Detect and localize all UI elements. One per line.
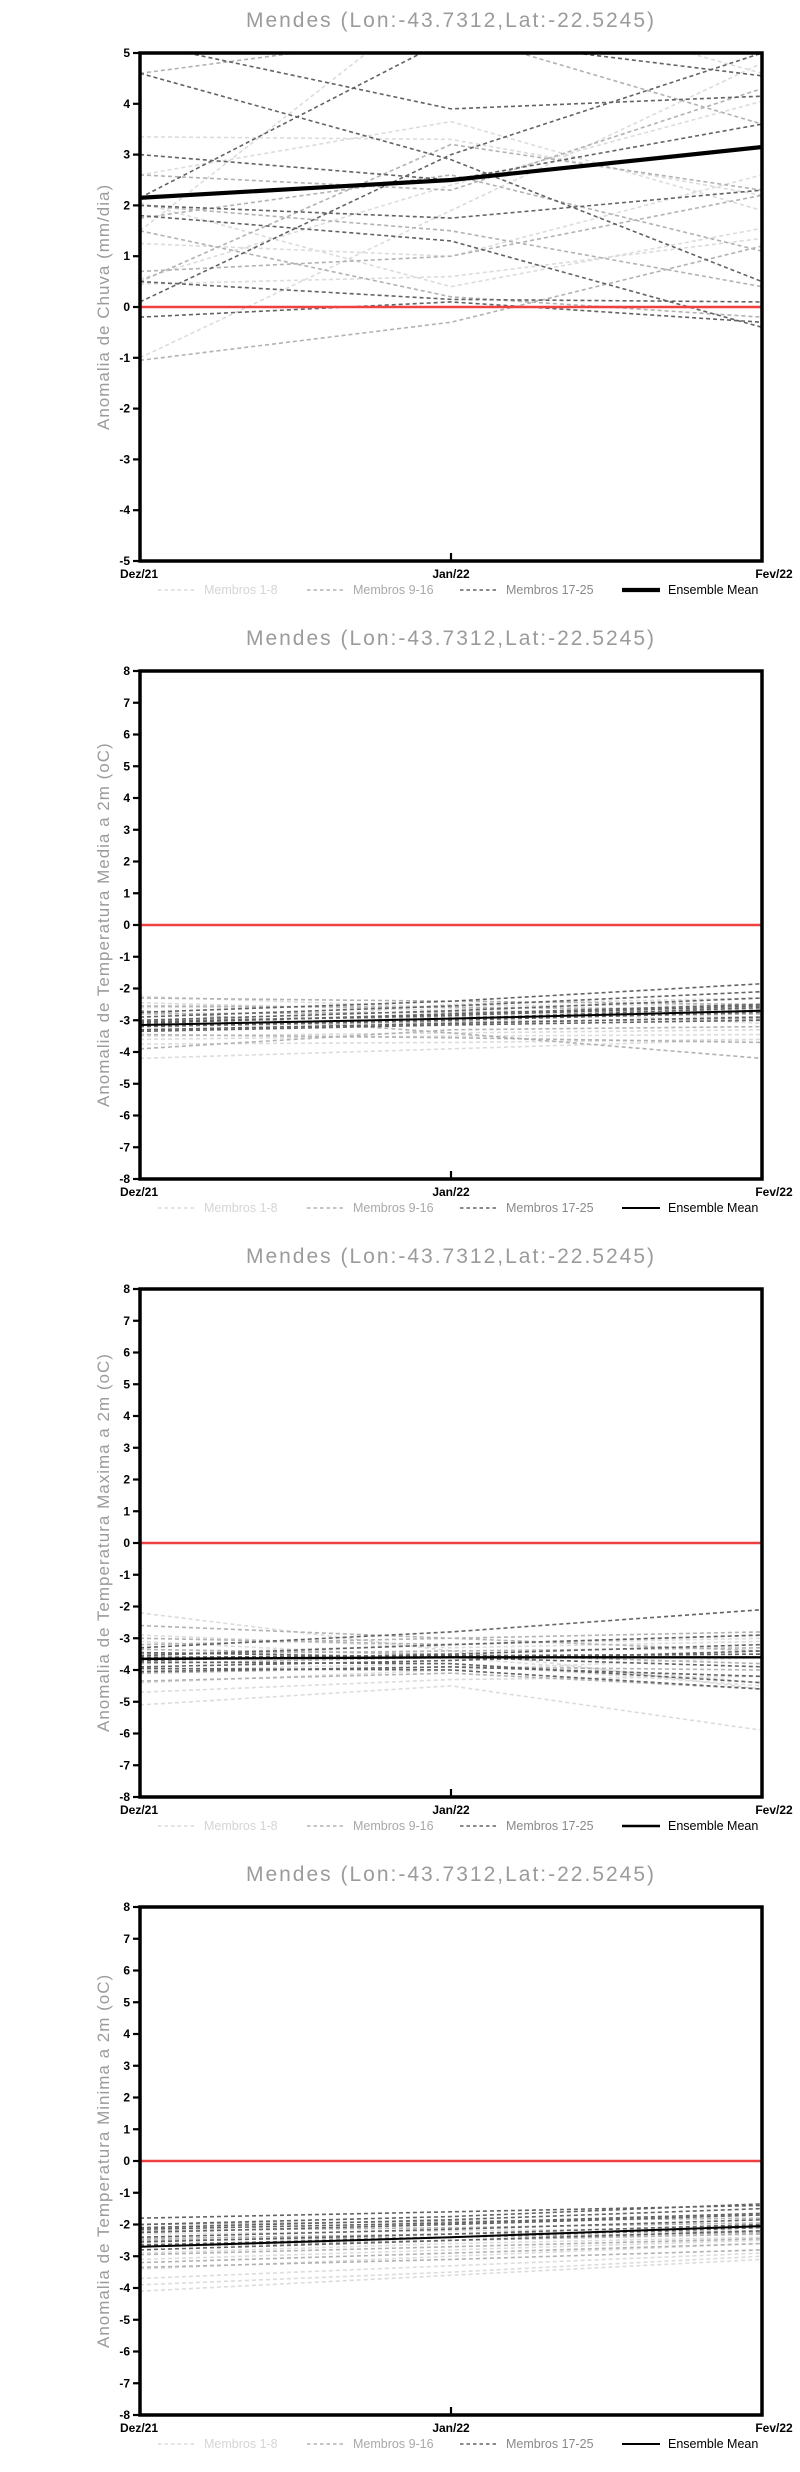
legend-label: Membros 9-16 (353, 1201, 434, 1215)
y-tick-label: -2 (119, 2217, 130, 2232)
y-tick-label: 1 (123, 886, 130, 901)
member-line (140, 302, 762, 322)
x-tick-label: Dez/21 (119, 567, 159, 581)
y-tick-label: 0 (123, 1536, 130, 1550)
member-line (140, 73, 762, 281)
x-tick-label: Jan/22 (432, 2421, 470, 2435)
y-tick-label: 1 (123, 2122, 130, 2137)
member-line (140, 216, 762, 328)
y-tick-label: 6 (123, 727, 130, 742)
chart-block-temp-maxima-anomaly (0, 1236, 800, 1854)
y-tick-label: 4 (123, 2027, 130, 2041)
y-tick-label: -8 (119, 2408, 130, 2422)
chart-title: Mendes (Lon:-43.7312,Lat:-22.5245) (245, 1245, 657, 1268)
legend-label: Ensemble Mean (668, 1201, 759, 1215)
legend-label: Ensemble Mean (668, 1819, 759, 1833)
y-tick-label: -6 (119, 2344, 130, 2359)
y-tick-label: -7 (119, 1758, 130, 1773)
y-tick-label: 6 (123, 1963, 130, 1978)
y-tick-label: -2 (119, 981, 130, 996)
legend-label: Ensemble Mean (668, 583, 759, 597)
y-tick-label: 8 (123, 1900, 130, 1914)
y-tick-label: 8 (123, 664, 130, 678)
y-tick-label: 7 (123, 1313, 130, 1328)
legend-label: Membros 17-25 (506, 2437, 594, 2451)
member-line (140, 122, 762, 211)
member-line (140, 137, 762, 195)
y-tick-label: -2 (119, 401, 130, 416)
chart-title: Mendes (Lon:-43.7312,Lat:-22.5245) (245, 1863, 657, 1886)
y-tick-label: 1 (123, 249, 130, 264)
y-tick-label: 2 (123, 1472, 130, 1487)
legend-label: Membros 9-16 (353, 583, 434, 597)
y-tick-label: 4 (123, 1409, 130, 1423)
member-line (140, 53, 762, 302)
y-tick-label: -2 (119, 1599, 130, 1614)
y-tick-label: -1 (119, 350, 130, 365)
y-tick-label: 8 (123, 1282, 130, 1296)
x-tick-label: Jan/22 (432, 1185, 470, 1199)
y-tick-label: -8 (119, 1172, 130, 1186)
y-tick-label: -5 (119, 2312, 130, 2327)
plot-lines (140, 1543, 762, 1730)
legend-label: Membros 1-8 (204, 583, 278, 597)
y-axis-label: Anomalia de Temperatura Minima a 2m (oC) (94, 1973, 113, 2349)
y-tick-label: -8 (119, 1790, 130, 1804)
rain-anomaly-plot (0, 0, 800, 618)
y-tick-label: 0 (123, 918, 130, 932)
y-tick-label: -4 (119, 503, 130, 518)
y-tick-label: 5 (123, 46, 130, 60)
y-tick-label: 5 (123, 759, 130, 774)
x-tick-label: Jan/22 (432, 567, 470, 581)
y-tick-label: 3 (123, 822, 130, 837)
y-tick-label: -1 (119, 2185, 130, 2200)
y-tick-label: -1 (119, 1567, 130, 1582)
member-line (140, 231, 762, 317)
y-tick-label: 5 (123, 1377, 130, 1392)
legend-label: Membros 9-16 (353, 2437, 434, 2451)
y-tick-label: 7 (123, 1931, 130, 1946)
chart-block-temp-minima-anomaly (0, 1854, 800, 2472)
temp-maxima-anomaly-plot (0, 1236, 800, 1854)
x-tick-label: Dez/21 (119, 2421, 159, 2435)
member-line (140, 282, 762, 302)
chart-block-rain-anomaly (0, 0, 800, 618)
plot-lines (140, 2161, 762, 2291)
member-line (140, 124, 762, 180)
y-tick-label: -5 (119, 1076, 130, 1091)
x-tick-label: Fev/22 (755, 2421, 793, 2435)
temp-media-anomaly-plot (0, 618, 800, 1236)
x-tick-label: Fev/22 (755, 1803, 793, 1817)
legend-label: Membros 1-8 (204, 2437, 278, 2451)
y-tick-label: -3 (119, 1631, 130, 1646)
y-tick-label: 2 (123, 854, 130, 869)
y-tick-label: -7 (119, 2376, 130, 2391)
x-tick-label: Fev/22 (755, 567, 793, 581)
y-tick-label: 0 (123, 2154, 130, 2168)
y-tick-label: 7 (123, 695, 130, 710)
legend-label: Membros 1-8 (204, 1819, 278, 1833)
legend-label: Membros 17-25 (506, 1201, 594, 1215)
legend-label: Membros 17-25 (506, 1819, 594, 1833)
y-tick-label: -4 (119, 1045, 130, 1059)
member-line (140, 1686, 762, 1730)
y-tick-label: -4 (119, 1663, 130, 1677)
chart-block-temp-media-anomaly (0, 618, 800, 1236)
x-tick-label: Fev/22 (755, 1185, 793, 1199)
y-axis-label: Anomalia de Temperatura Media a 2m (oC) (94, 742, 113, 1108)
y-tick-label: 3 (123, 147, 130, 162)
x-tick-label: Dez/21 (119, 1803, 159, 1817)
temp-minima-anomaly-plot (0, 1854, 800, 2472)
member-line (140, 175, 762, 256)
y-tick-label: 2 (123, 198, 130, 213)
y-tick-label: -3 (119, 452, 130, 467)
y-tick-label: -1 (119, 949, 130, 964)
y-tick-label: 1 (123, 1504, 130, 1519)
y-tick-label: 5 (123, 1995, 130, 2010)
y-tick-label: -3 (119, 1013, 130, 1028)
ensemble-mean-line (140, 1657, 762, 1659)
y-tick-label: 4 (123, 96, 130, 111)
y-tick-label: -5 (119, 554, 130, 568)
y-tick-label: 4 (123, 791, 130, 805)
legend-label: Membros 17-25 (506, 583, 594, 597)
x-tick-label: Jan/22 (432, 1803, 470, 1817)
y-tick-label: -3 (119, 2249, 130, 2264)
member-line (140, 246, 762, 360)
y-axis-label: Anomalia de Temperatura Maxima a 2m (oC) (94, 1353, 113, 1733)
legend-label: Ensemble Mean (668, 2437, 759, 2451)
legend-label: Membros 1-8 (204, 1201, 278, 1215)
member-line (140, 63, 762, 358)
y-tick-label: -5 (119, 1694, 130, 1709)
y-tick-label: -6 (119, 1108, 130, 1123)
member-line (140, 0, 762, 231)
y-tick-label: 2 (123, 2090, 130, 2105)
member-line (140, 33, 762, 124)
y-tick-label: -7 (119, 1140, 130, 1155)
y-axis-label: Anomalia de Chuva (mm/dia) (94, 183, 113, 431)
legend-label: Membros 9-16 (353, 1819, 434, 1833)
chart-title: Mendes (Lon:-43.7312,Lat:-22.5245) (245, 9, 657, 32)
plot-lines (140, 925, 762, 1058)
y-tick-label: 6 (123, 1345, 130, 1360)
y-tick-label: -4 (119, 2281, 130, 2295)
y-tick-label: 0 (123, 300, 130, 314)
member-line (140, 195, 762, 271)
y-tick-label: 3 (123, 2058, 130, 2073)
x-tick-label: Dez/21 (119, 1185, 159, 1199)
y-tick-label: -6 (119, 1726, 130, 1741)
chart-title: Mendes (Lon:-43.7312,Lat:-22.5245) (245, 627, 657, 650)
y-tick-label: 3 (123, 1440, 130, 1455)
